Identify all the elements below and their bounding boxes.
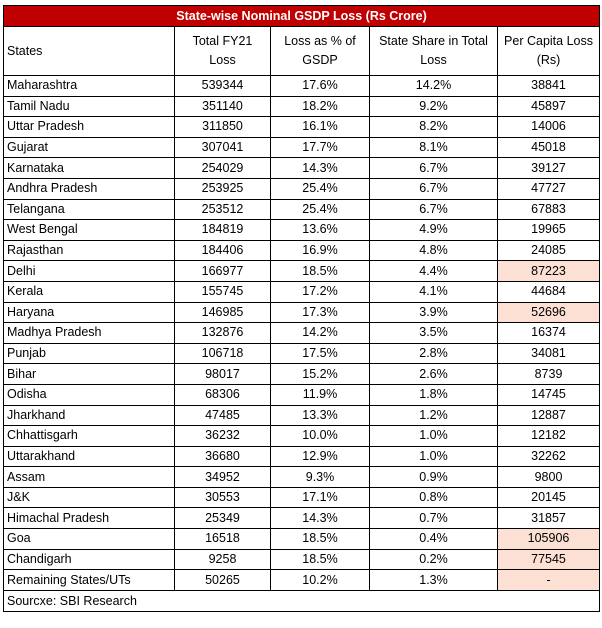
source-note: Sourcxe: SBI Research: [4, 590, 600, 611]
cell-per-capita-loss: 47727: [498, 178, 600, 199]
cell-state-share: 3.5%: [370, 323, 498, 344]
cell-loss-pct-gsdp: 15.2%: [271, 364, 370, 385]
cell-state-name: Karnataka: [4, 158, 175, 179]
cell-per-capita-loss: 67883: [498, 199, 600, 220]
table-row: [4, 570, 600, 591]
table-row: [4, 323, 600, 344]
cell-loss-pct-gsdp: 17.3%: [271, 302, 370, 323]
table-row: [4, 281, 600, 302]
cell-loss-pct-gsdp: 10.0%: [271, 426, 370, 447]
cell-loss-pct-gsdp: 17.2%: [271, 281, 370, 302]
cell-state-share: 6.7%: [370, 178, 498, 199]
cell-state-name: Telangana: [4, 199, 175, 220]
cell-state-share: 4.1%: [370, 281, 498, 302]
cell-per-capita-loss: 16374: [498, 323, 600, 344]
cell-state-name: Chhattisgarh: [4, 426, 175, 447]
cell-state-name: Maharashtra: [4, 76, 175, 97]
cell-state-name: Andhra Pradesh: [4, 178, 175, 199]
cell-total-loss: 351140: [175, 96, 271, 117]
table-row: [4, 446, 600, 467]
cell-loss-pct-gsdp: 25.4%: [271, 199, 370, 220]
cell-loss-pct-gsdp: 18.5%: [271, 549, 370, 570]
cell-state-share: 14.2%: [370, 76, 498, 97]
cell-per-capita-loss: 52696: [498, 302, 600, 323]
cell-state-name: Rajasthan: [4, 240, 175, 261]
cell-per-capita-loss: 87223: [498, 261, 600, 282]
table-row: [4, 158, 600, 179]
cell-total-loss: 253512: [175, 199, 271, 220]
cell-state-name: Uttar Pradesh: [4, 117, 175, 138]
table-row: [4, 261, 600, 282]
cell-state-share: 0.9%: [370, 467, 498, 488]
cell-state-share: 0.4%: [370, 529, 498, 550]
cell-state-share: 2.6%: [370, 364, 498, 385]
cell-state-share: 0.7%: [370, 508, 498, 529]
cell-state-name: West Bengal: [4, 220, 175, 241]
cell-loss-pct-gsdp: 13.6%: [271, 220, 370, 241]
cell-loss-pct-gsdp: 13.3%: [271, 405, 370, 426]
cell-per-capita-loss: 24085: [498, 240, 600, 261]
column-header-states: States: [4, 27, 175, 76]
cell-loss-pct-gsdp: 18.2%: [271, 96, 370, 117]
cell-state-share: 0.8%: [370, 487, 498, 508]
cell-total-loss: 539344: [175, 76, 271, 97]
cell-loss-pct-gsdp: 16.1%: [271, 117, 370, 138]
cell-total-loss: 36232: [175, 426, 271, 447]
cell-total-loss: 132876: [175, 323, 271, 344]
cell-state-share: 1.0%: [370, 426, 498, 447]
cell-loss-pct-gsdp: 9.3%: [271, 467, 370, 488]
cell-per-capita-loss: 14006: [498, 117, 600, 138]
cell-state-name: Goa: [4, 529, 175, 550]
table-row: [4, 487, 600, 508]
cell-state-share: 1.3%: [370, 570, 498, 591]
cell-state-share: 1.8%: [370, 384, 498, 405]
cell-loss-pct-gsdp: 17.6%: [271, 76, 370, 97]
column-header-loss-pct-gsdp: Loss as % of GSDP: [271, 27, 370, 76]
column-header-total-loss: Total FY21 Loss: [175, 27, 271, 76]
cell-total-loss: 16518: [175, 529, 271, 550]
gsdp-loss-table: [3, 5, 600, 612]
cell-loss-pct-gsdp: 17.7%: [271, 137, 370, 158]
gsdp-loss-table-container: [3, 5, 599, 612]
cell-state-share: 8.2%: [370, 117, 498, 138]
cell-total-loss: 146985: [175, 302, 271, 323]
cell-total-loss: 36680: [175, 446, 271, 467]
cell-per-capita-loss: 45018: [498, 137, 600, 158]
cell-loss-pct-gsdp: 16.9%: [271, 240, 370, 261]
cell-total-loss: 254029: [175, 158, 271, 179]
cell-per-capita-loss: 9800: [498, 467, 600, 488]
cell-total-loss: 9258: [175, 549, 271, 570]
cell-per-capita-loss: 34081: [498, 343, 600, 364]
cell-state-name: Gujarat: [4, 137, 175, 158]
cell-total-loss: 155745: [175, 281, 271, 302]
cell-state-share: 4.9%: [370, 220, 498, 241]
cell-state-name: Punjab: [4, 343, 175, 364]
cell-per-capita-loss: -: [498, 570, 600, 591]
table-row: [4, 364, 600, 385]
cell-state-share: 0.2%: [370, 549, 498, 570]
table-title: State-wise Nominal GSDP Loss (Rs Crore): [4, 6, 600, 27]
cell-state-name: Tamil Nadu: [4, 96, 175, 117]
cell-per-capita-loss: 19965: [498, 220, 600, 241]
cell-state-share: 9.2%: [370, 96, 498, 117]
cell-per-capita-loss: 77545: [498, 549, 600, 570]
table-row: [4, 76, 600, 97]
cell-total-loss: 68306: [175, 384, 271, 405]
cell-state-name: J&K: [4, 487, 175, 508]
cell-loss-pct-gsdp: 14.3%: [271, 158, 370, 179]
cell-loss-pct-gsdp: 18.5%: [271, 261, 370, 282]
cell-state-name: Kerala: [4, 281, 175, 302]
cell-per-capita-loss: 31857: [498, 508, 600, 529]
cell-total-loss: 184819: [175, 220, 271, 241]
cell-state-share: 2.8%: [370, 343, 498, 364]
cell-state-name: Assam: [4, 467, 175, 488]
cell-state-name: Odisha: [4, 384, 175, 405]
header-row: [4, 27, 600, 76]
cell-per-capita-loss: 12182: [498, 426, 600, 447]
cell-state-name: Madhya Pradesh: [4, 323, 175, 344]
cell-loss-pct-gsdp: 11.9%: [271, 384, 370, 405]
cell-per-capita-loss: 105906: [498, 529, 600, 550]
cell-per-capita-loss: 32262: [498, 446, 600, 467]
cell-state-share: 1.2%: [370, 405, 498, 426]
table-row: [4, 178, 600, 199]
cell-state-share: 6.7%: [370, 199, 498, 220]
cell-state-share: 4.4%: [370, 261, 498, 282]
table-row: [4, 302, 600, 323]
cell-state-name: Himachal Pradesh: [4, 508, 175, 529]
table-row: [4, 96, 600, 117]
table-row: [4, 220, 600, 241]
column-header-per-capita-loss: Per Capita Loss (Rs): [498, 27, 600, 76]
table-row: [4, 384, 600, 405]
cell-total-loss: 307041: [175, 137, 271, 158]
cell-loss-pct-gsdp: 10.2%: [271, 570, 370, 591]
cell-state-name: Uttarakhand: [4, 446, 175, 467]
table-row: [4, 529, 600, 550]
table-body: [4, 76, 600, 591]
cell-total-loss: 253925: [175, 178, 271, 199]
column-header-state-share: State Share in Total Loss: [370, 27, 498, 76]
cell-state-share: 3.9%: [370, 302, 498, 323]
cell-total-loss: 47485: [175, 405, 271, 426]
cell-per-capita-loss: 12887: [498, 405, 600, 426]
cell-total-loss: 25349: [175, 508, 271, 529]
cell-state-name: Jharkhand: [4, 405, 175, 426]
cell-per-capita-loss: 39127: [498, 158, 600, 179]
table-row: [4, 467, 600, 488]
table-row: [4, 508, 600, 529]
cell-per-capita-loss: 8739: [498, 364, 600, 385]
table-row: [4, 137, 600, 158]
cell-total-loss: 50265: [175, 570, 271, 591]
cell-total-loss: 34952: [175, 467, 271, 488]
cell-state-share: 6.7%: [370, 158, 498, 179]
cell-loss-pct-gsdp: 14.3%: [271, 508, 370, 529]
cell-state-name: Haryana: [4, 302, 175, 323]
cell-per-capita-loss: 45897: [498, 96, 600, 117]
cell-total-loss: 166977: [175, 261, 271, 282]
cell-loss-pct-gsdp: 12.9%: [271, 446, 370, 467]
cell-state-name: Chandigarh: [4, 549, 175, 570]
cell-total-loss: 30553: [175, 487, 271, 508]
table-row: [4, 426, 600, 447]
table-row: [4, 240, 600, 261]
cell-per-capita-loss: 44684: [498, 281, 600, 302]
table-row: [4, 405, 600, 426]
cell-state-share: 1.0%: [370, 446, 498, 467]
cell-loss-pct-gsdp: 18.5%: [271, 529, 370, 550]
cell-total-loss: 311850: [175, 117, 271, 138]
cell-loss-pct-gsdp: 14.2%: [271, 323, 370, 344]
cell-state-name: Delhi: [4, 261, 175, 282]
table-row: [4, 343, 600, 364]
cell-state-share: 8.1%: [370, 137, 498, 158]
cell-per-capita-loss: 38841: [498, 76, 600, 97]
cell-loss-pct-gsdp: 17.1%: [271, 487, 370, 508]
cell-total-loss: 184406: [175, 240, 271, 261]
cell-state-name: Remaining States/UTs: [4, 570, 175, 591]
cell-per-capita-loss: 14745: [498, 384, 600, 405]
cell-loss-pct-gsdp: 17.5%: [271, 343, 370, 364]
cell-total-loss: 98017: [175, 364, 271, 385]
cell-loss-pct-gsdp: 25.4%: [271, 178, 370, 199]
cell-state-share: 4.8%: [370, 240, 498, 261]
cell-per-capita-loss: 20145: [498, 487, 600, 508]
cell-state-name: Bihar: [4, 364, 175, 385]
table-row: [4, 549, 600, 570]
table-row: [4, 199, 600, 220]
cell-total-loss: 106718: [175, 343, 271, 364]
table-row: [4, 117, 600, 138]
